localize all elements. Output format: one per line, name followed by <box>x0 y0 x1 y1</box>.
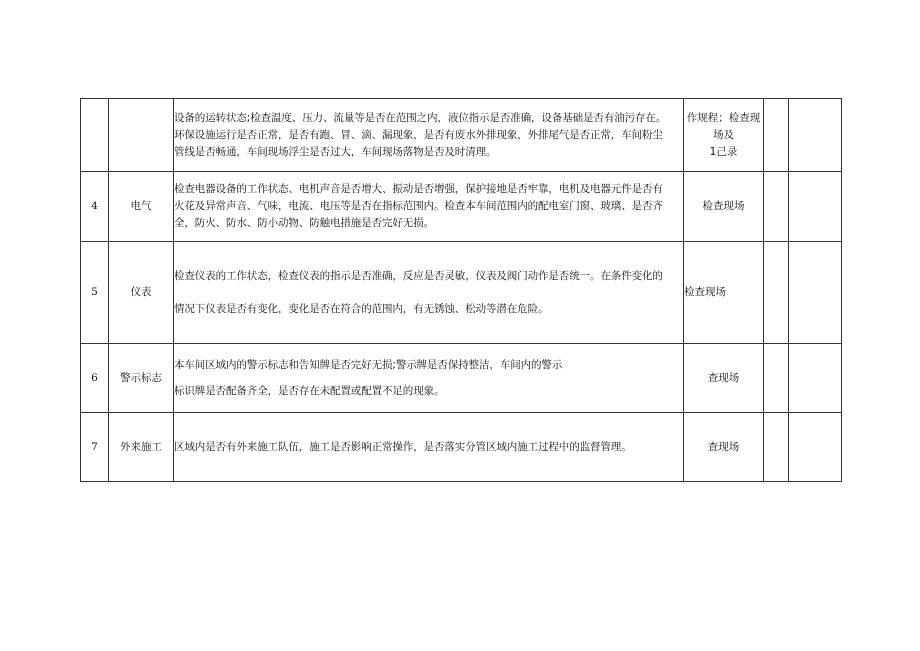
content-line: 设备的运转状态;检查温度、压力、流量等是否在范围之内，液位指示是否准确，设备基础是否有油污存在。 <box>174 111 667 124</box>
blank-cell <box>764 413 789 482</box>
inspection-method <box>684 413 764 482</box>
content-line: 区域内是否有外来施工队伍，施工是否影响正常操作，是否落实分管区域内施工过程中的监督管理。 <box>174 440 632 453</box>
row-number: 7 <box>81 413 109 482</box>
inspection-item: 仪表 <box>109 242 174 344</box>
inspection-item: 警示标志 <box>109 344 174 413</box>
content-line: 全，防火、防水、防小动物、防触电措施是否完好无损。 <box>174 217 434 229</box>
method-line: 作规程；检查现 <box>686 111 761 124</box>
content-line: 本车间区域内的警示标志和告知牌是否完好无损;警示牌是否保持整洁，车间内的警示 <box>174 358 563 371</box>
blank-cell <box>764 242 789 344</box>
content-line: 情况下仪表是否有变化，变化是否在符合的范围内，有无锈蚀、松动等潜在危险。 <box>174 302 549 315</box>
table-row <box>81 242 842 344</box>
content-line: 标识牌是否配备齐全，是否存在未配置或配置不足的现象。 <box>174 384 445 397</box>
blank-cell <box>789 172 842 242</box>
method-line: 查现场 <box>707 371 740 384</box>
blank-cell <box>789 242 842 344</box>
table-row <box>81 172 842 242</box>
inspection-item: 外来施工 <box>109 413 174 482</box>
row-number: 6 <box>81 344 109 413</box>
blank-cell <box>764 99 789 172</box>
blank-cell <box>764 344 789 413</box>
content-line: 管线是否畅通，车间现场浮尘是否过大，车间现场落物是否及时清理。 <box>174 145 497 158</box>
content-line: 检查仪表的工作状态，检查仪表的指示是否准确，反应是否灵敏，仪表及阀门动作是否统一。在条件变化的 <box>174 269 663 282</box>
row-number: 5 <box>81 242 109 344</box>
inspection-method <box>684 242 764 344</box>
table-row <box>81 99 842 172</box>
row-number <box>81 99 109 172</box>
content-line: 火花及异常声音、气味，电流、电压等是否在指标范围内。检查本车间范围内的配电室门窗、玻璃、是否齐 <box>174 200 663 212</box>
method-line: 1己录 <box>709 145 738 158</box>
content-line: 检查电器设备的工作状态、电机声音是否增大、振动是否增强，保护接地是否牢靠，电机及电器元件是否有 <box>174 183 663 195</box>
inspection-content <box>174 344 684 413</box>
inspection-content <box>174 413 684 482</box>
row-number: 4 <box>81 172 109 242</box>
inspection-content <box>174 172 684 242</box>
inspection-content <box>174 242 684 344</box>
blank-cell <box>789 413 842 482</box>
inspection-method <box>684 344 764 413</box>
table-row <box>81 344 842 413</box>
table-row <box>81 413 842 482</box>
blank-cell <box>789 99 842 172</box>
inspection-content <box>174 99 684 172</box>
inspection-item: 电气 <box>109 172 174 242</box>
method-line: 检查现场 <box>702 200 745 212</box>
blank-cell <box>789 344 842 413</box>
content-line: 环保设施运行是否正常，是否有跑、冒、滴、漏现象，是否有废水外排现象，外排尾气是否正常，车间粉尘 <box>174 128 663 141</box>
blank-cell <box>764 172 789 242</box>
method-line: 检查现场 <box>684 286 726 298</box>
inspection-method <box>684 172 764 242</box>
inspection-method <box>684 99 764 172</box>
inspection-item <box>109 99 174 172</box>
method-line: 场及 <box>713 128 734 141</box>
inspection-table <box>80 98 842 482</box>
method-line: 查现场 <box>707 440 740 453</box>
